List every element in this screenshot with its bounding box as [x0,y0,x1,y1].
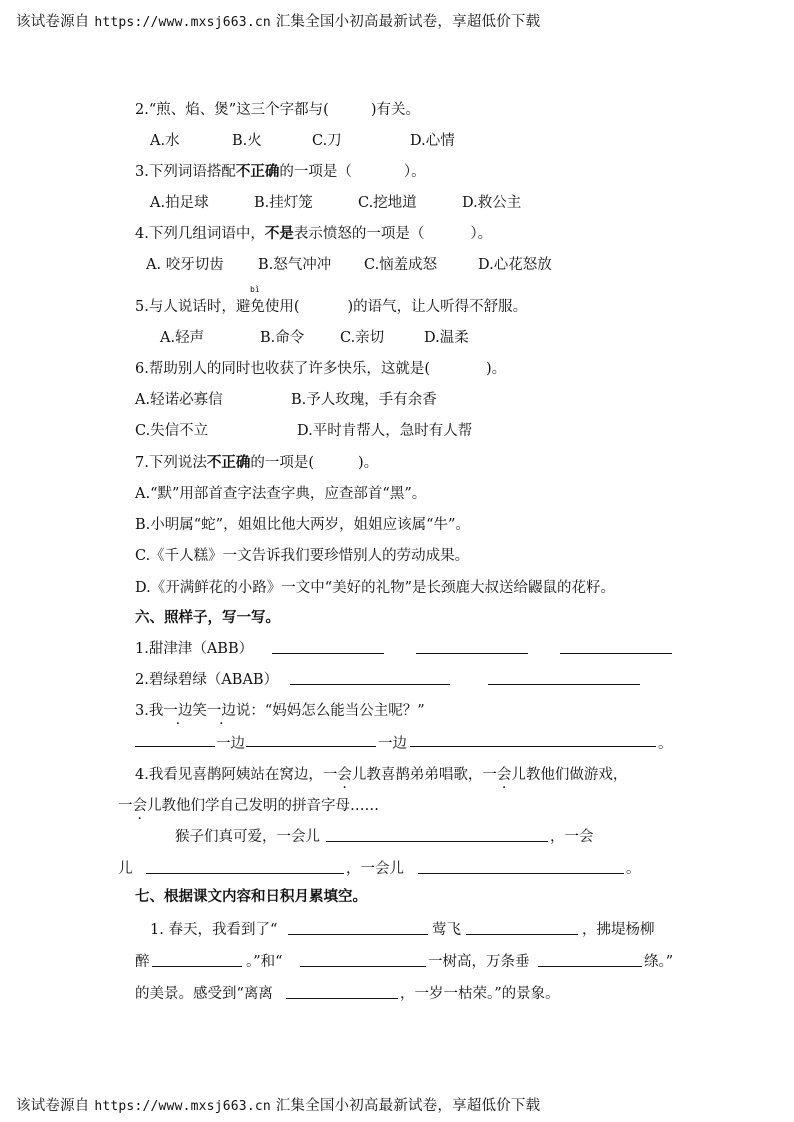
answer-blank[interactable] [300,966,426,967]
answer-blank[interactable] [326,841,548,842]
question-5-stem: 5.与人说话时，避免使用( )的语气，让人听得不舒服。 [135,299,528,315]
text: ，一岁一枯荣。”的景象。 [400,986,560,1002]
answer-blank[interactable] [418,873,624,874]
question-5-options [160,326,469,347]
yibian-label: 一边 [216,736,245,752]
period: 。 [626,861,641,877]
question-3-stem: 3.下列词语搭配不正确的一项是（ ）。 [135,164,426,180]
text: 。”和“ [246,954,283,970]
answer-blank[interactable] [560,653,672,654]
section-6-item-4: 4.我看见喜鹊阿姨站在窝边，一会儿教喜鹊弟弟唱歌，一会儿教他们做游戏， [135,767,628,783]
answer-blank[interactable] [290,684,450,685]
section-7-title: 七、根据课文内容和日积月累填空。 [135,889,367,905]
question-2-stem: 2.“煎、焰、煲”这三个字都与( )有关。 [135,102,420,118]
q2-option-c[interactable]: C.刀 [312,133,342,149]
q3-option-d[interactable]: D.救公主 [462,195,522,211]
question-2-options [150,129,455,150]
footer-suffix: 汇集全国小初高最新试卷，享超低价下载 [275,1098,541,1114]
q7-option-d[interactable]: D.《开满鲜花的小路》一文中“美好的礼物”是长颈鹿大叔送给鼹鼠的花籽。 [135,580,616,596]
section-7-line-3a: 的美景。感受到“离离 [135,986,273,1002]
answer-blank[interactable] [135,746,215,747]
text: ，拂堤杨柳 [582,922,655,938]
q7-option-c[interactable]: C.《千人糕》一文告诉我们要珍惜别人的劳动成果。 [135,548,470,564]
section-6-title: 六、照样子，写一写。 [135,610,280,626]
answer-blank[interactable] [416,653,528,654]
answer-blank[interactable] [246,746,376,747]
section-6-item-4-exercise: 猴子们真可爱，一会儿 [175,829,320,845]
text: 儿 [118,861,133,877]
period: 。 [658,736,673,752]
section-6-item-1: 1.甜津津（ABB） [135,641,254,657]
q6-option-a[interactable]: A.轻诺必寡信 [135,392,223,408]
question-7-stem: 7.下列说法不正确的一项是( )。 [135,455,379,471]
answer-blank[interactable] [286,998,398,999]
q4-option-d[interactable]: D.心花怒放 [478,257,552,273]
q5-option-c[interactable]: C.亲切 [340,330,385,346]
q7-option-b[interactable]: B.小明属“蛇”，姐姐比他大两岁，姐姐应该属“牛”。 [135,517,470,533]
pinyin-annotation: bì [250,285,260,294]
text: 一树高，万条垂 [428,954,530,970]
footer-prefix: 该试卷源自 [16,1098,90,1114]
text: 莺飞 [432,922,461,938]
answer-blank[interactable] [288,934,428,935]
q2-option-a[interactable]: A.水 [150,133,180,149]
q6-option-c[interactable]: C.失信不立 [135,423,209,439]
q4-option-c[interactable]: C.恼羞成怒 [364,257,438,273]
section-7-line-1a: 1. 春天，我看到了“ [150,922,278,938]
q2-option-d[interactable]: D.心情 [410,133,455,149]
header-url[interactable]: https://www.mxsj663.cn [94,15,271,30]
section-6-item-3: 3.我一边笑一边说：“妈妈怎么能当公主呢？” [135,703,425,719]
page-header [16,10,540,31]
section-6-item-4-cont: 一会儿教他们学自己发明的拼音字母…… [118,798,379,814]
q3-option-a[interactable]: A.拍足球 [150,195,209,211]
q3-option-c[interactable]: C.挖地道 [358,195,417,211]
header-prefix: 该试卷源自 [16,14,90,30]
q3-option-b[interactable]: B.挂灯笼 [254,195,313,211]
header-suffix: 汇集全国小初高最新试卷，享超低价下载 [275,14,541,30]
text: 绦。” [644,954,674,970]
text: ，一会儿 [346,861,404,877]
question-6-options-row1 [135,388,437,409]
q5-option-b[interactable]: B.命令 [260,330,305,346]
question-3-options [150,191,521,212]
question-4-stem: 4.下列几组词语中，不是表示愤怒的一项是（ ）。 [135,226,493,242]
footer-url[interactable]: https://www.mxsj663.cn [94,1099,271,1114]
question-4-options [146,253,552,274]
section-6-item-2: 2.碧绿碧绿（ABAB） [135,672,279,688]
q7-option-a[interactable]: A.“默”用部首查字法查字典，应查部首“黑”。 [135,486,427,502]
yibian-label: 一边 [378,736,407,752]
answer-blank[interactable] [466,934,578,935]
answer-blank[interactable] [152,966,242,967]
section-7-line-2a: 醉 [135,954,150,970]
q5-option-d[interactable]: D.温柔 [424,330,469,346]
answer-blank[interactable] [538,966,642,967]
q4-option-a[interactable]: A. 咬牙切齿 [146,257,224,273]
answer-blank[interactable] [272,653,384,654]
answer-blank[interactable] [410,746,656,747]
page-footer [16,1094,540,1115]
question-6-stem: 6.帮助别人的同时也收获了许多快乐，这就是( )。 [135,361,507,377]
question-6-options-row2 [135,419,472,440]
answer-blank[interactable] [488,684,640,685]
q5-option-a[interactable]: A.轻声 [160,330,205,346]
q4-option-b[interactable]: B.怒气冲冲 [258,257,332,273]
q6-option-b[interactable]: B.予人玫瑰，手有余香 [291,392,437,408]
answer-blank[interactable] [146,873,344,874]
q6-option-d[interactable]: D.平时肯帮人，急时有人帮 [297,423,473,439]
text: ，一会 [550,829,594,845]
q2-option-b[interactable]: B.火 [232,133,262,149]
